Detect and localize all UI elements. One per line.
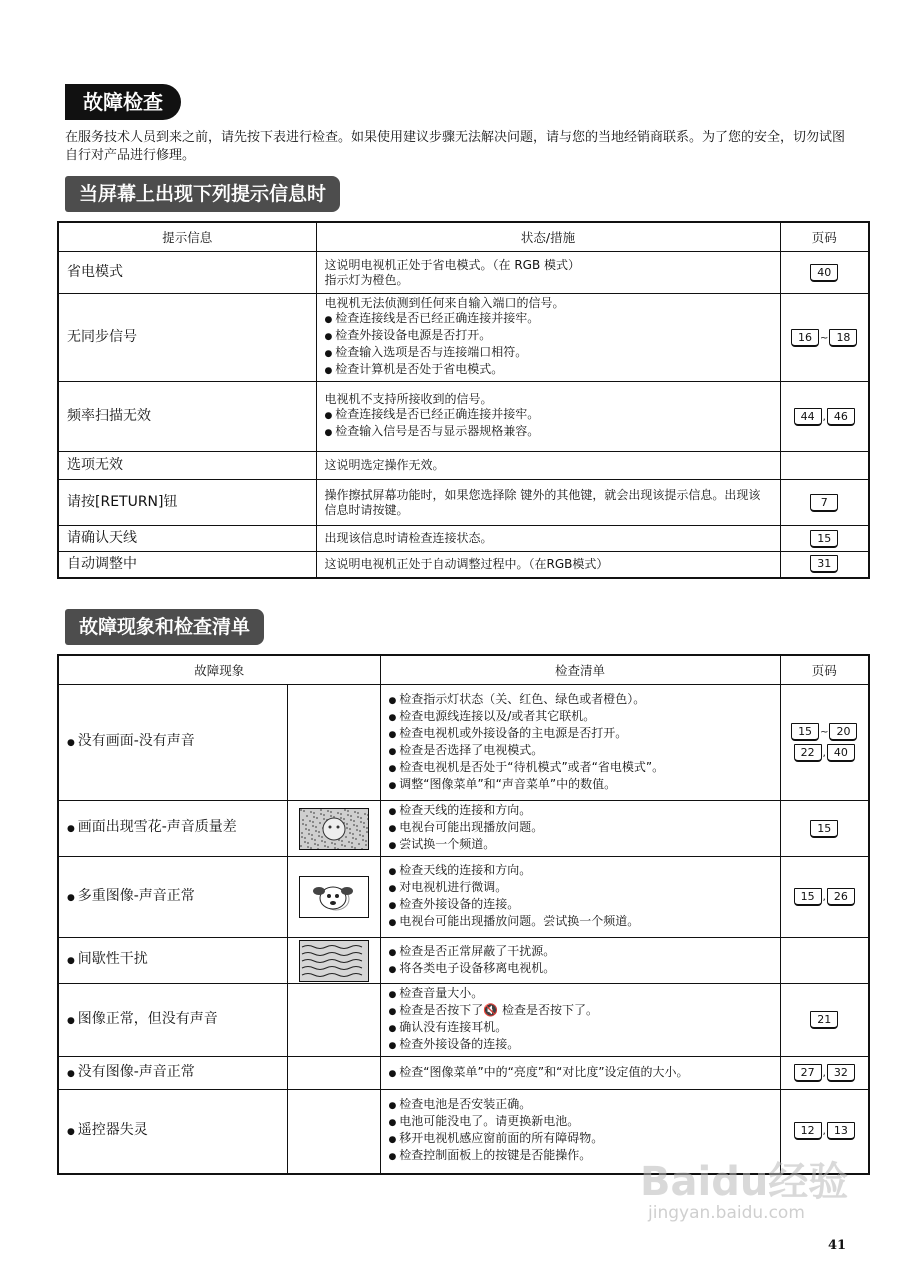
bullet-item: ● 检查是否按下了🔇 检查是否按下了。	[389, 1003, 772, 1020]
header-symptom: 故障现象	[58, 655, 380, 685]
bullet-item: ● 检查天线的连接和方向。	[389, 803, 772, 820]
message-cell: 自动调整中	[58, 552, 316, 578]
status-line: 操作擦拭屏幕功能时，如果您选择除 键外的其他键，就会出现该提示信息。出现该信息时请按键。	[324, 487, 761, 517]
bullet-item: ● 调整“图像菜单”和“声音菜单”中的数值。	[389, 777, 772, 794]
bullet-item: ● 尝试换一个频道。	[389, 837, 772, 854]
page-separator: ,	[822, 892, 826, 903]
page-group	[781, 1122, 869, 1140]
bullet-item: ● 检查外接设备的连接。	[389, 1037, 772, 1054]
table-row	[58, 480, 869, 526]
page-ref-book-icon[interactable]: 13	[827, 1122, 855, 1140]
status-line: 这说明电视机正处于省电模式。（在 RGB 模式）	[324, 257, 580, 272]
page-cell	[780, 984, 869, 1057]
page-separator: ~	[820, 727, 829, 738]
page-ref-book-icon[interactable]: 12	[794, 1122, 822, 1140]
symptom-image-cell	[287, 1057, 380, 1090]
status-line: 电视机无法侦测到任何来自输入端口的信号。	[324, 296, 565, 310]
table-row	[58, 526, 869, 552]
page-group	[781, 744, 869, 762]
status-cell	[316, 294, 780, 382]
page-ref-book-icon[interactable]: 40	[810, 264, 838, 282]
symptom-cell: ● 多重图像-声音正常	[58, 857, 287, 938]
bullet-list	[325, 311, 772, 379]
checklist-cell	[380, 801, 780, 857]
bullet-item: ● 检查计算机是否处于省电模式。	[325, 362, 772, 379]
checklist-cell	[380, 984, 780, 1057]
checklist-cell	[380, 857, 780, 938]
page-ref-book-icon[interactable]: 26	[827, 888, 855, 906]
bullet-item: ● 检查天线的连接和方向。	[389, 863, 772, 880]
page-ref-book-icon[interactable]: 15	[791, 723, 819, 741]
page-ref-book-icon[interactable]: 7	[810, 494, 838, 512]
checklist-cell	[380, 1057, 780, 1090]
snow-face-image	[299, 808, 369, 850]
table-row	[58, 938, 869, 984]
message-cell: 省电模式	[58, 252, 316, 294]
table-row	[58, 984, 869, 1057]
page-ref-book-icon[interactable]: 15	[810, 530, 838, 548]
checklist-table	[57, 654, 870, 1175]
page-separator: ,	[822, 1126, 826, 1138]
section1-banner: 当屏幕上出现下列提示信息时	[65, 176, 340, 212]
page-group	[781, 1011, 869, 1029]
page-ref-book-icon[interactable]: 22	[794, 744, 822, 762]
bullet-item: ● 检查电视机是否处于“待机模式”或者“省电模式”。	[389, 760, 772, 777]
status-cell	[316, 526, 780, 552]
message-cell: 选项无效	[58, 452, 316, 480]
bullet-item: ● 检查电源线连接以及/或者其它联机。	[389, 709, 772, 726]
table-row	[58, 552, 869, 578]
page-title: 故障检查	[65, 84, 181, 120]
checklist-cell	[380, 685, 780, 801]
table-row	[58, 452, 869, 480]
symptom-image-cell	[287, 685, 380, 801]
page-separator: ,	[822, 1068, 826, 1079]
symptom-cell: ● 遥控器失灵	[58, 1090, 287, 1174]
symptom-image-cell	[287, 984, 380, 1057]
symptom-cell: ● 间歇性干扰	[58, 938, 287, 984]
bullet-item: ● 检查输入选项是否与连接端口相符。	[325, 345, 772, 362]
checklist-cell	[380, 938, 780, 984]
bullet-item: ● 检查音量大小。	[389, 986, 772, 1003]
table-row	[58, 857, 869, 938]
page-group	[781, 888, 869, 906]
intro-text: 在服务技术人员到来之前，请先按下表进行检查。如果使用建议步骤无法解决问题，请与您的当地经销商联系。为了您的安全，切勿试图自行对产品进行修理。	[65, 130, 846, 163]
page-ref-book-icon[interactable]: 32	[827, 1064, 855, 1082]
page-ref-book-icon[interactable]: 20	[829, 723, 857, 741]
page-separator: ,	[822, 411, 826, 423]
bullet-list	[389, 863, 772, 931]
header-checklist: 检查清单	[380, 655, 780, 685]
symptom-cell: ● 图像正常，但没有声音	[58, 984, 287, 1057]
bullet-item: ● 电视台可能出现播放问题。尝试换一个频道。	[389, 914, 772, 931]
message-cell: 无同步信号	[58, 294, 316, 382]
bullet-item: ● 检查是否正常屏蔽了干扰源。	[389, 944, 772, 961]
status-cell	[316, 452, 780, 480]
page-group	[781, 723, 869, 741]
page-ref-book-icon[interactable]: 46	[827, 408, 855, 426]
bullet-item: ● 电视台可能出现播放问题。	[389, 820, 772, 837]
page-group	[781, 1064, 869, 1082]
ghost-face-image	[299, 876, 369, 918]
page-cell	[780, 685, 869, 801]
status-cell	[316, 252, 780, 294]
page-ref-book-icon[interactable]: 31	[810, 555, 838, 573]
status-line: 这说明选定操作无效。	[324, 458, 445, 472]
table-row	[58, 294, 869, 382]
bullet-item: ● 将各类电子设备移离电视机。	[389, 961, 772, 978]
watermark-url: jingyan.baidu.com	[648, 1203, 805, 1223]
symptom-cell: ● 没有画面-没有声音	[58, 685, 287, 801]
page-cell	[780, 938, 869, 984]
status-line: 指示灯为橙色。	[324, 272, 409, 287]
section2-banner: 故障现象和检查清单	[65, 609, 264, 645]
status-cell	[316, 480, 780, 526]
header-message: 提示信息	[58, 222, 316, 252]
page-separator: ,	[822, 748, 826, 759]
symptom-image-cell	[287, 857, 380, 938]
page-cell	[780, 252, 869, 294]
header-status: 状态/措施	[316, 222, 780, 252]
status-line: 电视机不支持所接收到的信号。	[324, 392, 493, 406]
message-cell: 请确认天线	[58, 526, 316, 552]
bullet-item: ● 检查外接设备电源是否打开。	[325, 328, 772, 345]
watermark-logo: Baidu经验	[640, 1159, 849, 1205]
table-row	[58, 382, 869, 452]
page-cell	[780, 857, 869, 938]
page-cell	[780, 452, 869, 480]
bullet-item: ● 电池可能没电了。请更换新电池。	[389, 1114, 772, 1131]
page-cell	[780, 801, 869, 857]
bullet-item: ● 检查“图像菜单”中的“亮度”和“对比度”设定值的大小。	[389, 1065, 772, 1082]
bullet-item: ● 检查输入信号是否与显示器规格兼容。	[325, 424, 772, 441]
status-cell	[316, 382, 780, 452]
bullet-list	[389, 944, 772, 978]
symptom-image-cell	[287, 801, 380, 857]
page-cell	[780, 552, 869, 578]
bullet-item: ● 检查是否选择了电视模式。	[389, 743, 772, 760]
page-cell	[780, 1057, 869, 1090]
table-row	[58, 801, 869, 857]
status-line: 这说明电视机正处于自动调整过程中。（在RGB模式）	[324, 556, 609, 571]
page-ref-book-icon[interactable]: 15	[810, 820, 838, 838]
bullet-list	[389, 803, 772, 854]
page-group	[781, 820, 869, 838]
bullet-item: ● 检查连接线是否已经正确连接并接牢。	[325, 407, 772, 424]
bullet-item: ● 检查外接设备的连接。	[389, 897, 772, 914]
bullet-item: ● 对电视机进行微调。	[389, 880, 772, 897]
table-row	[58, 1057, 869, 1090]
page-cell	[780, 294, 869, 382]
header-page: 页码	[780, 655, 869, 685]
symptom-image-cell	[287, 1090, 380, 1174]
bullet-item: ● 检查电视机或外接设备的主电源是否打开。	[389, 726, 772, 743]
page-ref-book-icon[interactable]: 44	[794, 408, 822, 426]
page-number: 41	[828, 1238, 847, 1253]
table-row	[58, 685, 869, 801]
bullet-item: ● 检查连接线是否已经正确连接并接牢。	[325, 311, 772, 328]
symptom-cell: ● 画面出现雪花-声音质量差	[58, 801, 287, 857]
page-cell	[780, 526, 869, 552]
bullet-item: ● 移开电视机感应窗前面的所有障碍物。	[389, 1131, 772, 1148]
page-ref-book-icon[interactable]: 40	[827, 744, 855, 762]
page-ref-book-icon[interactable]: 18	[829, 329, 857, 347]
status-cell	[316, 552, 780, 578]
symptom-image-cell	[287, 938, 380, 984]
page-cell	[780, 382, 869, 452]
bullet-list	[389, 1065, 772, 1082]
page-ref-book-icon[interactable]: 15	[794, 888, 822, 906]
header-page: 页码	[780, 222, 869, 252]
message-table	[57, 221, 870, 579]
page-separator: ~	[820, 332, 829, 344]
bullet-item: ● 确认没有连接耳机。	[389, 1020, 772, 1037]
bullet-item: ● 检查电池是否安装正确。	[389, 1097, 772, 1114]
bullet-item: ● 检查指示灯状态（关、红色、绿色或者橙色）。	[389, 692, 772, 709]
bullet-list	[325, 407, 772, 441]
page-ref-book-icon[interactable]: 27	[794, 1064, 822, 1082]
bullet-list	[389, 692, 772, 794]
interference-image	[299, 940, 369, 982]
table-row	[58, 252, 869, 294]
symptom-cell: ● 没有图像-声音正常	[58, 1057, 287, 1090]
bullet-list	[389, 986, 772, 1054]
page-ref-book-icon[interactable]: 21	[810, 1011, 838, 1029]
page-cell	[780, 480, 869, 526]
bullet-item: ● 检查控制面板上的按键是否能操作。	[389, 1148, 772, 1165]
status-line: 出现该信息时请检查连接状态。	[324, 531, 493, 545]
page-ref-book-icon[interactable]: 16	[791, 329, 819, 347]
message-cell: 频率扫描无效	[58, 382, 316, 452]
message-cell: 请按[RETURN]钮	[58, 480, 316, 526]
